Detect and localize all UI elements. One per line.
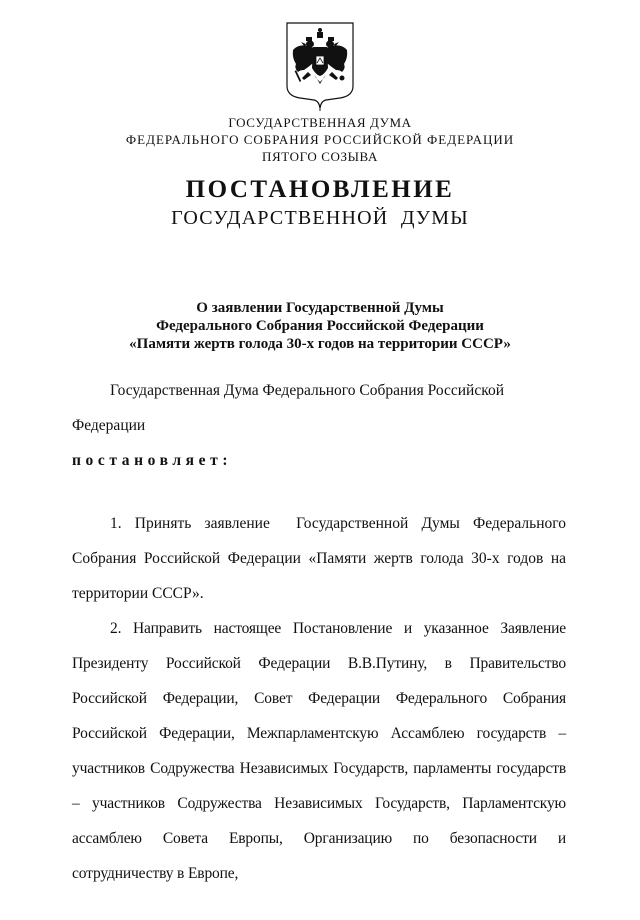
document-header [0,114,640,165]
document-subject [0,299,640,353]
document-body [72,373,570,891]
document-type-title: ПОСТАНОВЛЕНИЕ [185,176,455,203]
document-page [0,20,640,920]
subject-line: О заявлении Государственной Думы [196,300,444,316]
header-line-state-duma: ГОСУДАРСТВЕННАЯ ДУМА [228,115,412,130]
subject-line: Федерального Собрания Российской Федерации [156,318,484,334]
subject-line: «Памяти жертв голода 30-х годов на территории СССР» [129,336,511,352]
header-line-convocation: ПЯТОГО СОЗЫВА [262,149,378,164]
header-line-federal-assembly: ФЕДЕРАЛЬНОГО СОБРАНИЯ РОССИЙСКОЙ ФЕДЕРАЦИИ [125,132,515,147]
resolves-keyword: постановляет: [72,452,233,469]
preamble-paragraph: Государственная Дума Федерального Собрания Российской Федерации [72,382,504,434]
resolution-item-1: 1. Принять заявление Государственной Думы Федерального Собрания Российской Федерации «Памяти жертв голода 30-х годов на территории СССР». [72,515,570,602]
russian-coat-of-arms-icon [284,20,356,112]
document-issuer: ГОСУДАРСТВЕННОЙ ДУМЫ [171,207,469,229]
resolution-item-2: 2. Направить настоящее Постановление и указанное Заявление Президенту Российской Федерации В.В.Путину, в Правительство Российской Федерации, Совет Федерации Федерального Собрания Российской Федерации, Межпарламентскую Ассамблею государств – участников Содружества Независимых Государств, парламенты государств – участников Содружества Независимых Государств, Парламентскую ассамблею Совета Европы, Организацию по безопасности и сотрудничеству в Европе, [72,620,566,882]
